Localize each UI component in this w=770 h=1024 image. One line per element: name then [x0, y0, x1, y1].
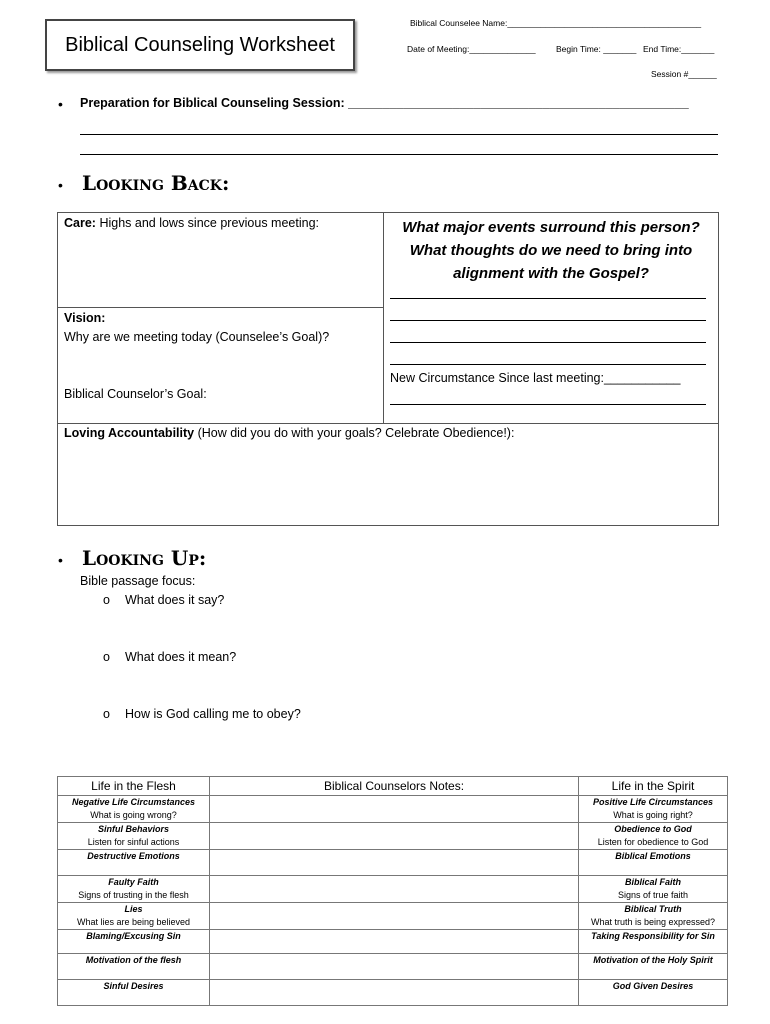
flesh-label: Faulty Faith [108, 877, 159, 887]
notes-cell[interactable] [210, 980, 579, 1006]
spirit-cell [579, 954, 728, 980]
bible-passage-label: Bible passage focus: [80, 574, 196, 588]
bullet-icon: • [58, 96, 63, 112]
preparation-line[interactable] [80, 134, 718, 135]
question-how-to-obey: How is God calling me to obey? [125, 707, 301, 721]
spirit-label: Biblical Truth [624, 904, 682, 914]
spirit-label: Biblical Faith [624, 877, 681, 887]
notes-cell[interactable] [210, 823, 579, 850]
flesh-label: Motivation of the flesh [85, 955, 182, 965]
spirit-cell [579, 850, 728, 876]
begin-time-field[interactable]: Begin Time: _______ [556, 44, 637, 54]
flesh-label: Destructive Emotions [87, 851, 180, 861]
flesh-cell [58, 930, 210, 954]
spirit-label: God Given Desires [612, 981, 694, 991]
flesh-sub: What lies are being believed [76, 917, 191, 927]
spirit-sub: Signs of true faith [617, 890, 689, 900]
question-what-does-it-mean: What does it mean? [125, 650, 237, 664]
counselee-name-field[interactable]: Biblical Counselee Name:_________________________________________ [410, 18, 702, 28]
flesh-sub: What is going wrong? [90, 810, 177, 820]
notes-cell[interactable] [210, 850, 579, 876]
row-divider [57, 307, 383, 308]
loving-accountability-label [64, 426, 514, 440]
circle-bullet-icon: o [103, 707, 110, 721]
notes-cell[interactable] [210, 954, 579, 980]
notes-cell[interactable] [210, 903, 579, 930]
end-time-field[interactable]: End Time:_______ [643, 44, 715, 54]
flesh-cell [58, 850, 210, 876]
spirit-sub: What truth is being expressed? [590, 917, 716, 927]
date-of-meeting-field[interactable]: Date of Meeting:______________ [407, 44, 536, 54]
spirit-label: Obedience to God [614, 824, 692, 834]
circle-bullet-icon: o [103, 593, 110, 607]
answer-line[interactable] [390, 298, 706, 299]
spirit-label: Taking Responsibility for Sin [591, 931, 715, 941]
spirit-cell [579, 796, 728, 823]
spirit-sub: What is going right? [613, 810, 693, 820]
flesh-label: Lies [124, 904, 143, 914]
spirit-cell [579, 903, 728, 930]
col-life-in-flesh: Life in the Flesh [58, 777, 210, 796]
vision-label: Vision: [64, 311, 106, 325]
bullet-icon: • [58, 177, 63, 193]
care-bold: Care: [64, 216, 96, 230]
col-counselor-notes: Biblical Counselors Notes: [210, 777, 579, 796]
circle-bullet-icon: o [103, 650, 110, 664]
spirit-cell [579, 980, 728, 1006]
flesh-cell [58, 903, 210, 930]
flesh-cell [58, 796, 210, 823]
answer-line[interactable] [390, 364, 706, 365]
column-divider [383, 212, 384, 424]
flesh-cell [58, 954, 210, 980]
accountability-text: (How did you do with your goals? Celebrate Obedience!): [194, 426, 515, 440]
flesh-cell [58, 876, 210, 903]
question-what-does-it-say: What does it say? [125, 593, 225, 607]
flesh-cell [58, 823, 210, 850]
flesh-spirit-table [57, 776, 728, 1006]
spirit-cell [579, 930, 728, 954]
flesh-label: Sinful Behaviors [97, 824, 169, 834]
flesh-sub: Signs of trusting in the flesh [78, 890, 189, 900]
flesh-sub: Listen for sinful actions [87, 837, 180, 847]
looking-up-heading: Looking Up: [82, 546, 207, 570]
flesh-label: Blaming/Excusing Sin [86, 931, 181, 941]
spirit-label: Biblical Emotions [615, 851, 691, 861]
spirit-label: Positive Life Circumstances [592, 797, 714, 807]
answer-line[interactable] [390, 320, 706, 321]
notes-cell[interactable] [210, 876, 579, 903]
preparation-line[interactable] [80, 154, 718, 155]
preparation-label: Preparation for Biblical Counseling Session: _________________________________________________ [80, 96, 689, 110]
vision-question: Why are we meeting today (Counselee’s Goal)? [64, 330, 330, 344]
accountability-bold: Loving Accountability [64, 426, 195, 440]
flesh-label: Sinful Desires [103, 981, 164, 991]
flesh-label: Negative Life Circumstances [71, 797, 196, 807]
spirit-cell [579, 823, 728, 850]
page-title: Biblical Counseling Worksheet [45, 19, 355, 71]
col-life-in-spirit: Life in the Spirit [579, 777, 728, 796]
notes-cell[interactable] [210, 796, 579, 823]
notes-cell[interactable] [210, 930, 579, 954]
flesh-cell [58, 980, 210, 1006]
counselor-goal-label: Biblical Counselor’s Goal: [64, 387, 207, 401]
gospel-alignment-question: What major events surround this person? What thoughts do we need to bring into alignment with the Gospel? [402, 219, 700, 282]
answer-line[interactable] [390, 342, 706, 343]
new-circumstance-field[interactable]: New Circumstance Since last meeting:___________ [390, 371, 681, 385]
looking-back-heading: Looking Back: [82, 171, 230, 195]
row-divider [57, 423, 719, 424]
answer-line[interactable] [390, 404, 706, 405]
spirit-sub: Listen for obedience to God [597, 837, 709, 847]
spirit-cell [579, 876, 728, 903]
care-label [64, 216, 319, 230]
spirit-label: Motivation of the Holy Spirit [593, 955, 713, 965]
bullet-icon: • [58, 552, 63, 568]
care-text: Highs and lows since previous meeting: [95, 216, 319, 230]
session-number-field[interactable]: Session #______ [651, 69, 717, 79]
